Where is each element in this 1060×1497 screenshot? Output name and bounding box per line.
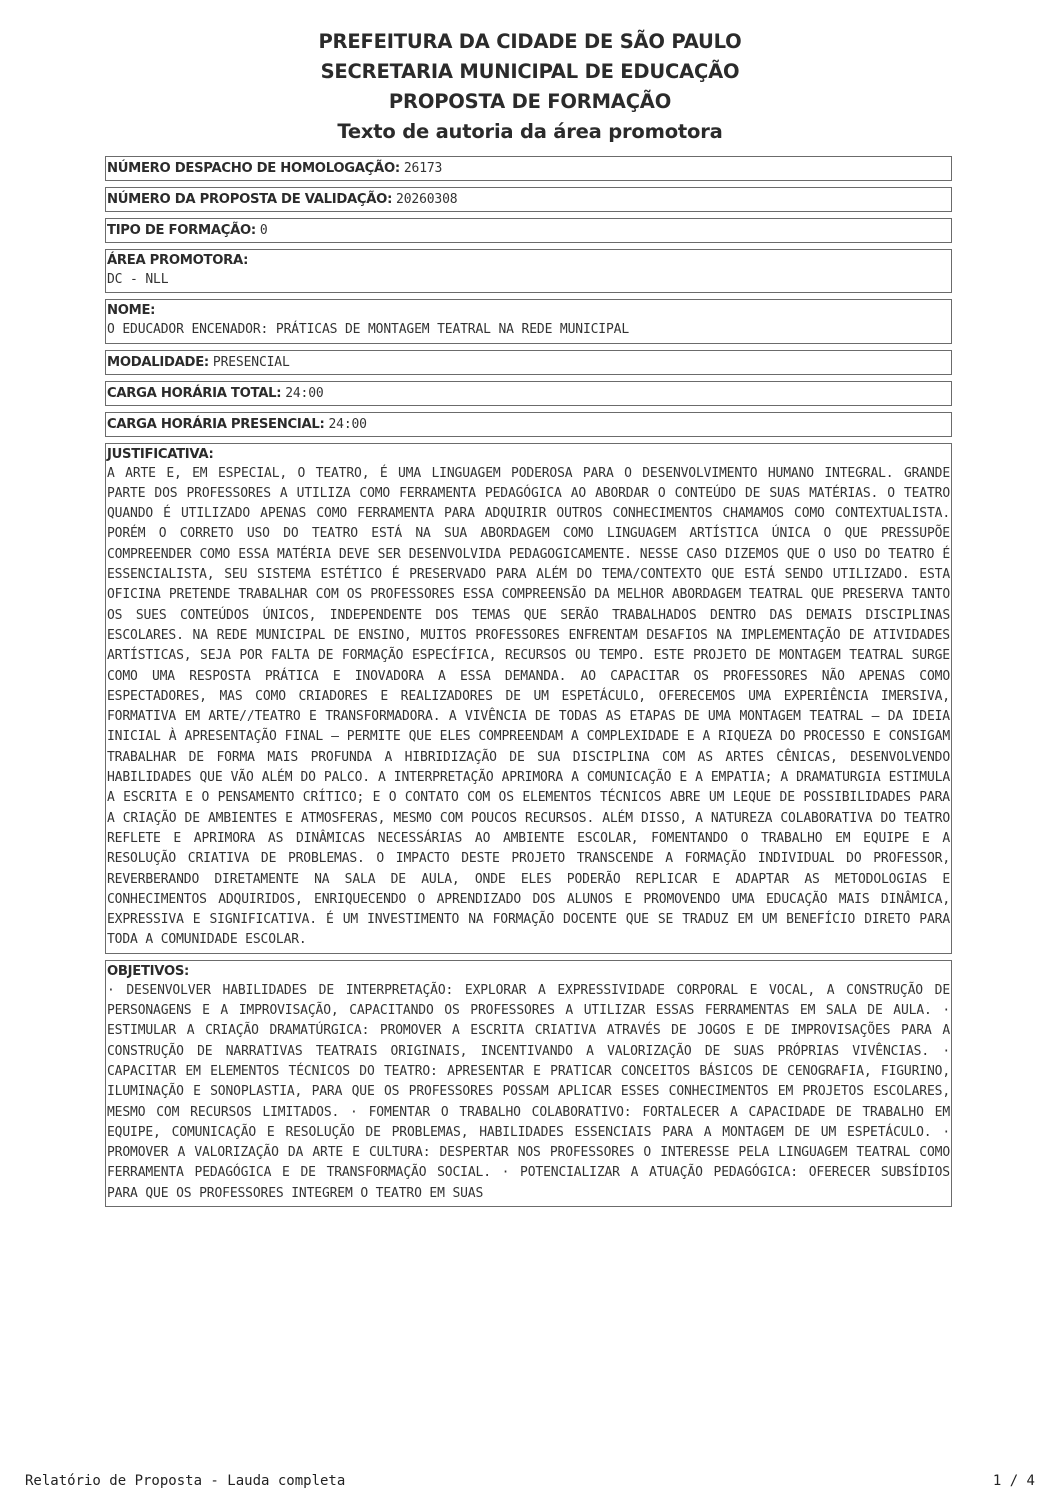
field-area-promotora (105, 249, 952, 293)
field-area-label: ÁREA PROMOTORA: (107, 253, 249, 268)
field-nome-value: O EDUCADOR ENCENADOR: PRÁTICAS DE MONTAGEM TEATRAL NA REDE MUNICIPAL (107, 322, 630, 338)
field-modalidade (105, 350, 952, 375)
header-prefeitura: PREFEITURA DA CIDADE DE SÃO PAULO (318, 30, 742, 53)
field-carga-total-value: 24:00 (285, 385, 324, 401)
field-validacao (105, 187, 952, 212)
field-despacho (105, 156, 952, 181)
field-carga-presencial-value: 24:00 (328, 416, 367, 432)
field-objetivos (105, 960, 952, 1207)
field-carga-total-label: CARGA HORÁRIA TOTAL: (107, 385, 282, 401)
field-despacho-label: NÚMERO DESPACHO DE HOMOLOGAÇÃO: (107, 161, 400, 176)
header-autoria: Texto de autoria da área promotora (337, 120, 723, 143)
field-nome-label: NOME: (107, 303, 156, 319)
header-secretaria: SECRETARIA MUNICIPAL DE EDUCAÇÃO (320, 60, 740, 83)
field-objetivos-label: OBJETIVOS: (107, 963, 190, 979)
field-carga-total (105, 381, 952, 406)
field-objetivos-value: · DESENVOLVER HABILIDADES DE INTERPRETAÇÃO: EXPLORAR A EXPRESSIVIDADE CORPORAL E VOCAL, A CONSTRUÇÃO DE PERSONAGENS E A IMPROVISAÇÃO, CAPACITANDO OS PROFESSORES A UTILIZAR ESSAS FERRAMENTAS EM SALA DE AULA. · ESTIMULAR A CRIAÇÃO DRAMATÚRGICA: PROMOVER A ESCRITA CRIATIVA ATRAVÉS DE JOGOS E DE IMPROVISAÇÕES PARA A CONSTRUÇÃO DE NARRATIVAS TEATRAIS ORIGINAIS, INCENTIVANDO A VALORIZAÇÃO DE SUAS PRÓPRIAS VIVÊNCIAS. · CAPACITAR EM ELEMENTOS TÉCNICOS DO TEATRO: APRESENTAR E PRATICAR CONCEITOS BÁSICOS DE CENOGRAFIA, FIGURINO, ILUMINAÇÃO E SONOPLASTIA, PARA QUE OS PROFESSORES POSSAM APLICAR ESSES CONHECIMENTOS EM PROJETOS ESCOLARES, MESMO COM RECURSOS LIMITADOS. · FOMENTAR O TRABALHO COLABORATIVO: FORTALECER A CAPACIDADE DE TRABALHO EM EQUIPE, COMUNICAÇÃO E RESOLUÇÃO DE PROBLEMAS, HABILIDADES ESSENCIAIS PARA A MONTAGEM DE UM ESPETÁCULO. · PROMOVER A VALORIZAÇÃO DA ARTE E CULTURA: DESPERTAR NOS PROFESSORES O INTERESSE PELA LINGUAGEM TEATRAL COMO FERRAMENTA PEDAGÓGICA E DE TRANSFORMAÇÃO SOCIAL. · POTENCIALIZAR A ATUAÇÃO PEDAGÓGICA: OFERECER SUBSÍDIOS PARA QUE OS PROFESSORES INTEGREM O TEATRO EM SUAS (107, 982, 950, 1201)
field-modalidade-label: MODALIDADE: (107, 354, 209, 370)
document-header (0, 27, 1060, 147)
field-tipo-value: 0 (259, 223, 268, 238)
field-tipo-label: TIPO DE FORMAÇÃO: (107, 223, 256, 238)
header-proposta: PROPOSTA DE FORMAÇÃO (388, 90, 672, 113)
field-area-value: DC - NLL (107, 272, 169, 287)
footer-report-title: Relatório de Proposta - Lauda completa (25, 1473, 346, 1489)
field-modalidade-value: PRESENCIAL (212, 354, 290, 370)
field-tipo (105, 218, 952, 243)
field-validacao-value: 20260308 (396, 192, 458, 207)
field-nome (105, 299, 952, 343)
form-fields (105, 156, 952, 1213)
footer-page-number: 1 / 4 (992, 1473, 1035, 1489)
field-despacho-value: 26173 (403, 161, 443, 176)
field-justificativa-value: A ARTE E, EM ESPECIAL, O TEATRO, É UMA LINGUAGEM PODEROSA PARA O DESENVOLVIMENTO HUMANO INTEGRAL. GRANDE PARTE DOS PROFESSORES A UTILIZA COMO FERRAMENTA PEDAGÓGICA AO ABORDAR O CONTEÚDO DE SUAS MATÉRIAS. O TEATRO QUANDO É UTILIZADO APENAS COMO FERRAMENTA PARA ADQUIRIR OUTROS CONHECIMENTOS CHAMAMOS COMO CONTEXTUALISTA. PORÉM O CORRETO USO DO TEATRO ESTÁ NA SUA ABORDAGEM COMO LINGUAGEM ARTÍSTICA ÚNICA O QUE PRESSUPÕE COMPREENDER COMO ESSA MATÉRIA DEVE SER DESENVOLVIDA PEDAGOGICAMENTE. NESSE CASO DIZEMOS QUE O USO DO TEATRO É ESSENCIALISTA, SEU SISTEMA ESTÉTICO É PRESERVADO PARA ALÉM DO TEMA/CONTEXTO QUE ESTÁ SENDO UTILIZADO. ESTA OFICINA PRETENDE TRABALHAR COM OS PROFESSORES ESSA COMPREENSÃO DA MELHOR ABORDAGEM TEATRAL QUE PRESERVA TANTO OS SUES CONTEÚDOS ÚNICOS, INDEPENDENTE DOS TEMAS QUE SERÃO TRABALHADOS DENTRO DAS DEMAIS DISCIPLINAS ESCOLARES. NA REDE MUNICIPAL DE ENSINO, MUITOS PROFESSORES ENFRENTAM DESAFIOS NA IMPLEMENTAÇÃO DE ATIVIDADES ARTÍSTICAS, SEJA POR FALTA DE FORMAÇÃO ESPECÍFICA, RECURSOS OU TEMPO. ESTE PROJETO DE MONTAGEM TEATRAL SURGE COMO UMA RESPOSTA PRÁTICA E INOVADORA A ESSA DEMANDA. AO CAPACITAR OS PROFESSORES NÃO APENAS COMO ESPECTADORES, MAS COMO CRIADORES E REALIZADORES DE UM ESPETÁCULO, OFERECEMOS UMA EXPERIÊNCIA IMERSIVA, FORMATIVA EM ARTE//TEATRO E TRANSFORMADORA. A VIVÊNCIA DE TODAS AS ETAPAS DE UMA MONTAGEM TEATRAL — DA IDEIA INICIAL À APRESENTAÇÃO FINAL — PERMITE QUE ELES COMPREENDAM A COMPLEXIDADE E A RIQUEZA DO PROCESSO E CONSIGAM TRABALHAR DE FORMA MAIS PROFUNDA A HIBRIDIZAÇÃO DE SUA DISCIPLINA COM AS ARTES CÊNICAS, DESENVOLVENDO HABILIDADES QUE VÃO ALÉM DO PALCO. A INTERPRETAÇÃO APRIMORA A COMUNICAÇÃO E A EMPATIA; A DRAMATURGIA ESTIMULA A ESCRITA E O PENSAMENTO CRÍTICO; E O CONTATO COM OS ELEMENTOS TÉCNICOS ABRE UM LEQUE DE POSSIBILIDADES PARA A CRIAÇÃO DE AMBIENTES E ATMOSFERAS, MESMO COM POUCOS RECURSOS. ALÉM DISSO, A NATUREZA COLABORATIVA DO TEATRO REFLETE E APRIMORA AS DINÂMICAS NECESSÁRIAS AO AMBIENTE ESCOLAR, FOMENTANDO O TRABALHO EM EQUIPE E A RESOLUÇÃO CRIATIVA DE PROBLEMAS. O IMPACTO DESTE PROJETO TRANSCENDE A FORMAÇÃO INDIVIDUAL DO PROFESSOR, REVERBERANDO DIRETAMENTE NA SALA DE AULA, ONDE ELES PODERÃO REPLICAR E ADAPTAR AS METODOLOGIAS E CONHECIMENTOS ADQUIRIDOS, ENRIQUECENDO O APRENDIZADO DOS ALUNOS E PROMOVENDO UMA EDUCAÇÃO MAIS DINÂMICA, EXPRESSIVA E SIGNIFICATIVA. É UM INVESTIMENTO NA FORMAÇÃO DOCENTE QUE SE TRADUZ EM UM BENEFÍCIO DIRETO PARA TODA A COMUNIDADE ESCOLAR. (107, 465, 950, 948)
field-justificativa (105, 443, 952, 954)
field-carga-presencial-label: CARGA HORÁRIA PRESENCIAL: (107, 416, 325, 432)
field-validacao-label: NÚMERO DA PROPOSTA DE VALIDAÇÃO: (107, 192, 393, 207)
field-carga-presencial (105, 412, 952, 437)
field-justificativa-label: JUSTIFICATIVA: (107, 446, 214, 462)
